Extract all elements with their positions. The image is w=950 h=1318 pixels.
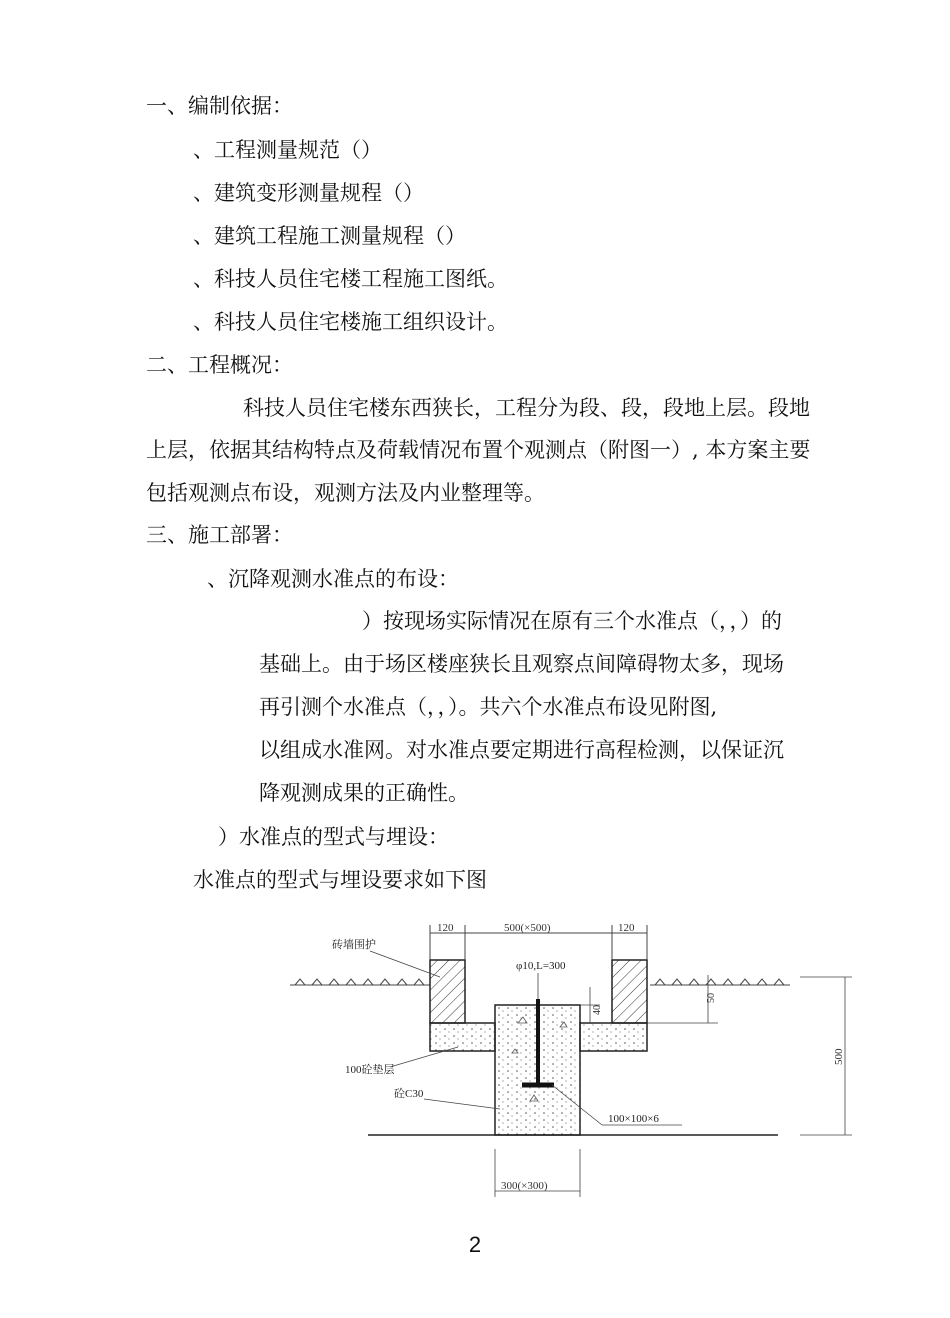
dim-50: 50 [706,993,717,1003]
label-concrete-grade: 砼C30 [394,1088,424,1100]
basis-item-5: 、科技人员住宅楼施工组织设计。 [193,310,508,334]
label-brick-enclosure: 砖墙围护 [332,939,376,951]
label-steel-rod: φ10,L=300 [516,960,566,972]
right-cushion-layer [580,1023,647,1051]
basis-item-3: 、建筑工程施工测量规程（） [193,224,466,248]
left-brick-wall [430,960,465,1023]
label-cushion-layer: 100砼垫层 [345,1064,395,1076]
ground-surface [290,979,790,985]
dim-left-wall: 120 [437,922,454,934]
dim-500: 500 [833,1048,845,1065]
benchmark-line-4: 以组成水准网。对水准点要定期进行高程检测，以保证沉 [259,738,784,762]
dim-bottom: 300(×300) [501,1180,548,1192]
overview-line-3: 包括观测点布设，观测方法及内业整理等。 [146,481,545,505]
left-cushion-layer [430,1023,495,1051]
benchmark-line-1: ）按现场实际情况在原有三个水准点（，，）的 [362,609,782,633]
benchmark-form-description: 水准点的型式与埋设要求如下图 [193,868,487,892]
dim-40: 40 [592,1005,603,1015]
subheading-benchmark-layout: 、沉降观测水准点的布设： [207,567,459,591]
right-brick-wall [612,960,647,1023]
benchmark-line-2: 基础上。由于场区楼座狭长且观察点间障碍物太多，现场 [259,652,784,676]
benchmark-line-5: 降观测成果的正确性。 [259,781,469,805]
heading-deployment: 三、施工部署： [146,523,293,547]
subheading-benchmark-form: ）水准点的型式与埋设： [218,825,449,849]
heading-basis: 一、编制依据： [146,94,293,118]
benchmark-embedding-diagram [290,915,860,1205]
dim-right-wall: 120 [618,922,635,934]
basis-item-2: 、建筑变形测量规程（） [193,181,424,205]
label-steel-plate: 100×100×6 [608,1113,659,1125]
overview-line-1: 科技人员住宅楼东西狭长，工程分为段、段，段地上层。段地 [243,396,810,420]
dim-center: 500(×500) [504,922,551,934]
overview-line-2: 上层，依据其结构特点及荷载情况布置个观测点（附图一）, 本方案主要 [146,438,811,462]
basis-item-1: 、工程测量规范（） [193,138,382,162]
heading-overview: 二、工程概况： [146,353,293,377]
dim-40-marks [580,987,600,1023]
page-number: 2 [468,1232,482,1257]
benchmark-line-3: 再引测个水准点（，，）。共六个水准点布设见附图, [259,695,718,719]
basis-item-4: 、科技人员住宅楼工程施工图纸。 [193,267,508,291]
